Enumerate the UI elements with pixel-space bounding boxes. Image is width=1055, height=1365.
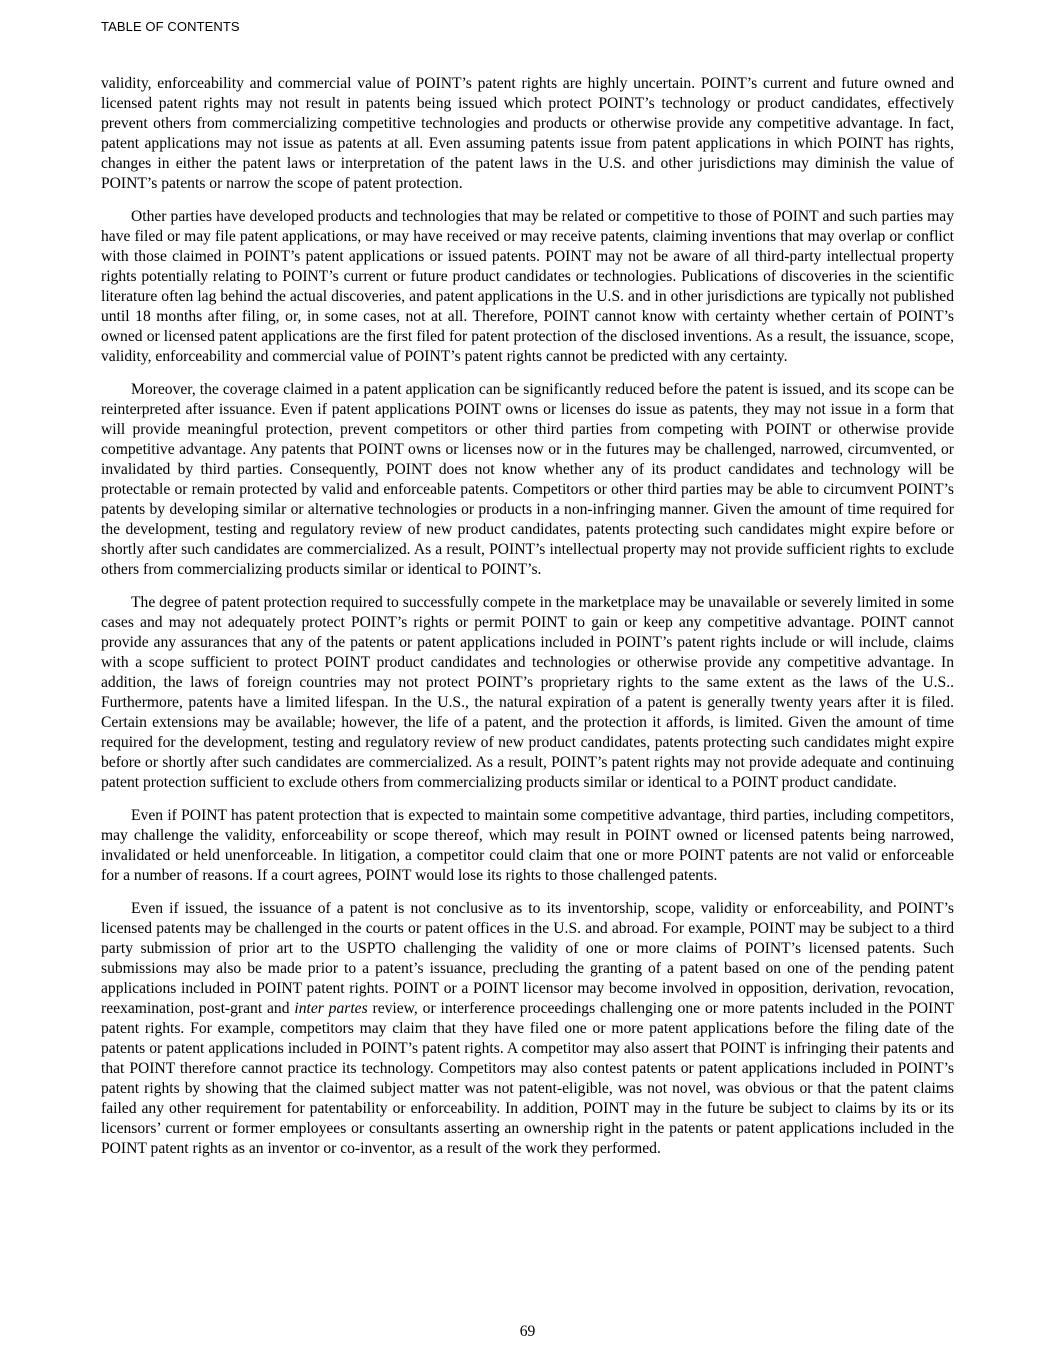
paragraph: Moreover, the coverage claimed in a patent application can be significantly reduced before the patent is issued, and its scope can be reinterpreted after issuance. Even if patent applications POINT owns or licenses do issue as patents, they may not issue in a form that will provide meaningful protection, prevent competitors or other third parties from competing with POINT or otherwise provide competitive advantage. Any patents that POINT owns or licenses now or in the futures may be challenged, narrowed, circumvented, or invalidated by third parties. Consequently, POINT does not know whether any of its product candidates and technology will be protectable or remain protected by valid and enforceable patents. Competitors or other third parties may be able to circumvent POINT’s patents by developing similar or alternative technologies or products in a non-infringing manner. Given the amount of time required for the development, testing and regulatory review of new product candidates, patents protecting such candidates might expire before or shortly after such candidates are commercialized. As a result, POINT’s intellectual property may not provide sufficient rights to exclude others from commercializing products similar or identical to POINT’s. bbox=[101, 381, 954, 578]
paragraph-text: Even if issued, the issuance of a patent is not conclusive as to its inventorship, scope, validity or enforceability, and POINT’s licensed patents may be challenged in the courts or patent offices in the U.S. and abroad. For example, POINT may be subject to a third party submission of prior art to the USPTO challenging the validity of one or more claims of POINT’s licensed patents. Such submissions may also be made prior to a patent’s issuance, precluding the granting of a patent based on one of the pending patent applications included in POINT patent rights. POINT or a POINT licensor may become involved in opposition, derivation, revocation, reexamination, post-grant and bbox=[101, 900, 954, 1017]
paragraph: Other parties have developed products and technologies that may be related or competitive to those of POINT and such parties may have filed or may file patent applications, or may have received or may receive patents, claiming inventions that may overlap or conflict with those claimed in POINT’s patent applications or issued patents. POINT may not be aware of all third-party intellectual property rights potentially relating to POINT’s current or future product candidates or technologies. Publications of discoveries in the scientific literature often lag behind the actual discoveries, and patent applications in the U.S. and in other jurisdictions are typically not published until 18 months after filing, or, in some cases, not at all. Therefore, POINT cannot know with certainty whether certain of POINT’s owned or licensed patent applications are the first filed for patent protection of the disclosed inventions. As a result, the issuance, scope, validity, enforceability and commercial value of POINT’s patent rights cannot be predicted with any certainty. bbox=[101, 208, 954, 365]
italic-term: inter partes bbox=[294, 1000, 368, 1017]
table-of-contents-link[interactable]: TABLE OF CONTENTS bbox=[101, 19, 240, 34]
page-number: 69 bbox=[519, 1323, 536, 1340]
document-body bbox=[101, 74, 954, 1172]
paragraph: The degree of patent protection required to successfully compete in the marketplace may be unavailable or severely limited in some cases and may not adequately protect POINT’s rights or permit POINT to gain or keep any competitive advantage. POINT cannot provide any assurances that any of the patents or patent applications included in POINT’s patent rights include or will include, claims with a scope sufficient to protect POINT product candidates and technologies or otherwise provide any competitive advantage. In addition, the laws of foreign countries may not protect POINT’s proprietary rights to the same extent as the laws of the U.S.. Furthermore, patents have a limited lifespan. In the U.S., the natural expiration of a patent is generally twenty years after it is filed. Certain extensions may be available; however, the life of a patent, and the protection it affords, is limited. Given the amount of time required for the development, testing and regulatory review of new product candidates, patents protecting such candidates might expire before or shortly after such candidates are commercialized. As a result, POINT’s patent rights may not provide adequate and continuing patent protection sufficient to exclude others from commercializing products similar or identical to a POINT product candidate. bbox=[101, 594, 954, 791]
paragraph-text: review, or interference proceedings challenging one or more patents included in the POINT patent rights. For example, competitors may claim that they have filed one or more patent applications before the filing date of the patents or patent applications included in POINT’s patent rights. A competitor may also assert that POINT is infringing their patents and that POINT therefore cannot practice its technology. Competitors may also contest patents or patent applications included in POINT’s patent rights by showing that the claimed subject matter was not patent-eligible, was not novel, was obvious or that the patent claims failed any other requirement for patentability or enforceability. In addition, POINT may in the future be subject to claims by its or its licensors’ current or former employees or consultants asserting an ownership right in the patents or patent applications included in the POINT patent rights as an inventor or co-inventor, as a result of the work they performed. bbox=[101, 1000, 955, 1157]
paragraph bbox=[101, 899, 954, 1159]
paragraph-continued: validity, enforceability and commercial value of POINT’s patent rights are highly uncertain. POINT’s current and future owned and licensed patent rights may not result in patents being issued which protect POINT’s technology or product candidates, effectively prevent others from commercializing competitive technologies and products or otherwise provide any competitive advantage. In fact, patent applications may not issue as patents at all. Even assuming patents issue from patent applications in which POINT has rights, changes in either the patent laws or interpretation of the patent laws in the U.S. and other jurisdictions may diminish the value of POINT’s patents or narrow the scope of patent protection. bbox=[101, 75, 954, 192]
paragraph: Even if POINT has patent protection that is expected to maintain some competitive advantage, third parties, including competitors, may challenge the validity, enforceability or scope thereof, which may result in POINT owned or licensed patents being narrowed, invalidated or held unenforceable. In litigation, a competitor could claim that one or more POINT patents are not valid or enforceable for a number of reasons. If a court agrees, POINT would lose its rights to those challenged patents. bbox=[101, 807, 954, 884]
